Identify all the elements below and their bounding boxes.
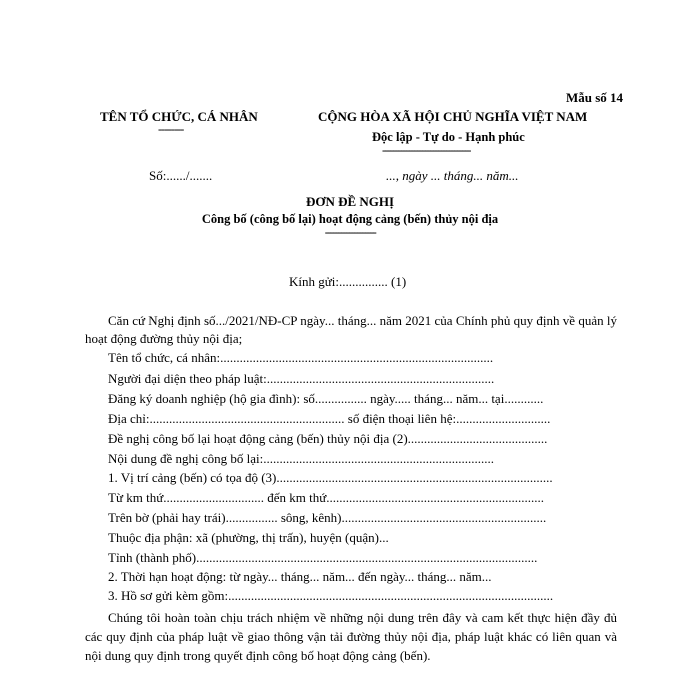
motto: Độc lập - Tự do - Hạnh phúc [372,130,525,144]
field-bank-side: Trên bờ (phải hay trái)................ sông, kênh)............................................................... [108,510,547,525]
field-attachments: 3. Hồ sơ gửi kèm gồm:.................................................................................................... [108,588,554,603]
field-km-range: Từ km thứ............................... đến km thứ................................................................... [108,490,545,505]
document-number: Số:....../....... [149,168,213,183]
org-rule: -------- [158,122,184,136]
field-registration: Đăng ký doanh nghiệp (hộ gia đình): số................ ngày..... tháng... năm... tại............ [108,391,544,406]
commitment-text: Chúng tôi hoàn toàn chịu trách nhiệm về những nội dung trên đây và cam kết thực hiện đầy đủ các quy định của pháp luật về giao thông vận tải đường thủy nội địa, pháp luật khác có liên quan và nội dung quy định trong quyết định công bố hoạt động cảng (bến). [85,610,617,663]
subtitle-rule: ------------------- [324,225,376,239]
field-province: Tỉnh (thành phố)......................................................................................................... [108,550,538,565]
place-date: ..., ngày ... tháng... năm... [386,168,519,183]
document-subtitle: Công bố (công bố lại) hoạt động cảng (bến) thủy nội địa [201,212,499,226]
document-title: ĐƠN ĐỀ NGHỊ [305,194,395,209]
field-address: Địa chỉ:............................................................ số điện thoại liên hệ:............................. [108,411,551,426]
field-request-content: Nội dung đề nghị công bố lại:....................................................................... [108,451,495,466]
field-request: Đề nghị công bố lại hoạt động cảng (bến) thủy nội địa (2)........................................... [108,431,548,446]
form-code: Mẫu số 14 [566,90,624,105]
field-representative: Người đại diện theo pháp luật:...................................................................... [108,371,495,386]
legal-basis [85,312,617,348]
motto-rule: --------------------------------- [382,143,470,157]
field-location: 1. Vị trí cảng (bến) có tọa độ (3)..................................................................................... [108,470,553,485]
legal-basis-text: Căn cứ Nghị định số.../2021/NĐ-CP ngày... tháng... năm 2021 của Chính phủ quy định về quản lý hoạt động đường thủy nội địa; [85,313,617,346]
commitment [85,608,617,665]
field-org-name: Tên tổ chức, cá nhân:.................................................................................... [108,350,494,365]
country-name: CỘNG HÒA XÃ HỘI CHỦ NGHĨA VIỆT NAM [318,109,588,124]
recipient-line: Kính gửi:............... (1) [289,274,407,289]
field-commune-district: Thuộc địa phận: xã (phường, thị trấn), huyện (quận)... [108,530,389,545]
org-name: TÊN TỔ CHỨC, CÁ NHÂN [100,109,258,124]
field-duration: 2. Thời hạn hoạt động: từ ngày... tháng... năm... đến ngày... tháng... năm... [108,569,492,584]
